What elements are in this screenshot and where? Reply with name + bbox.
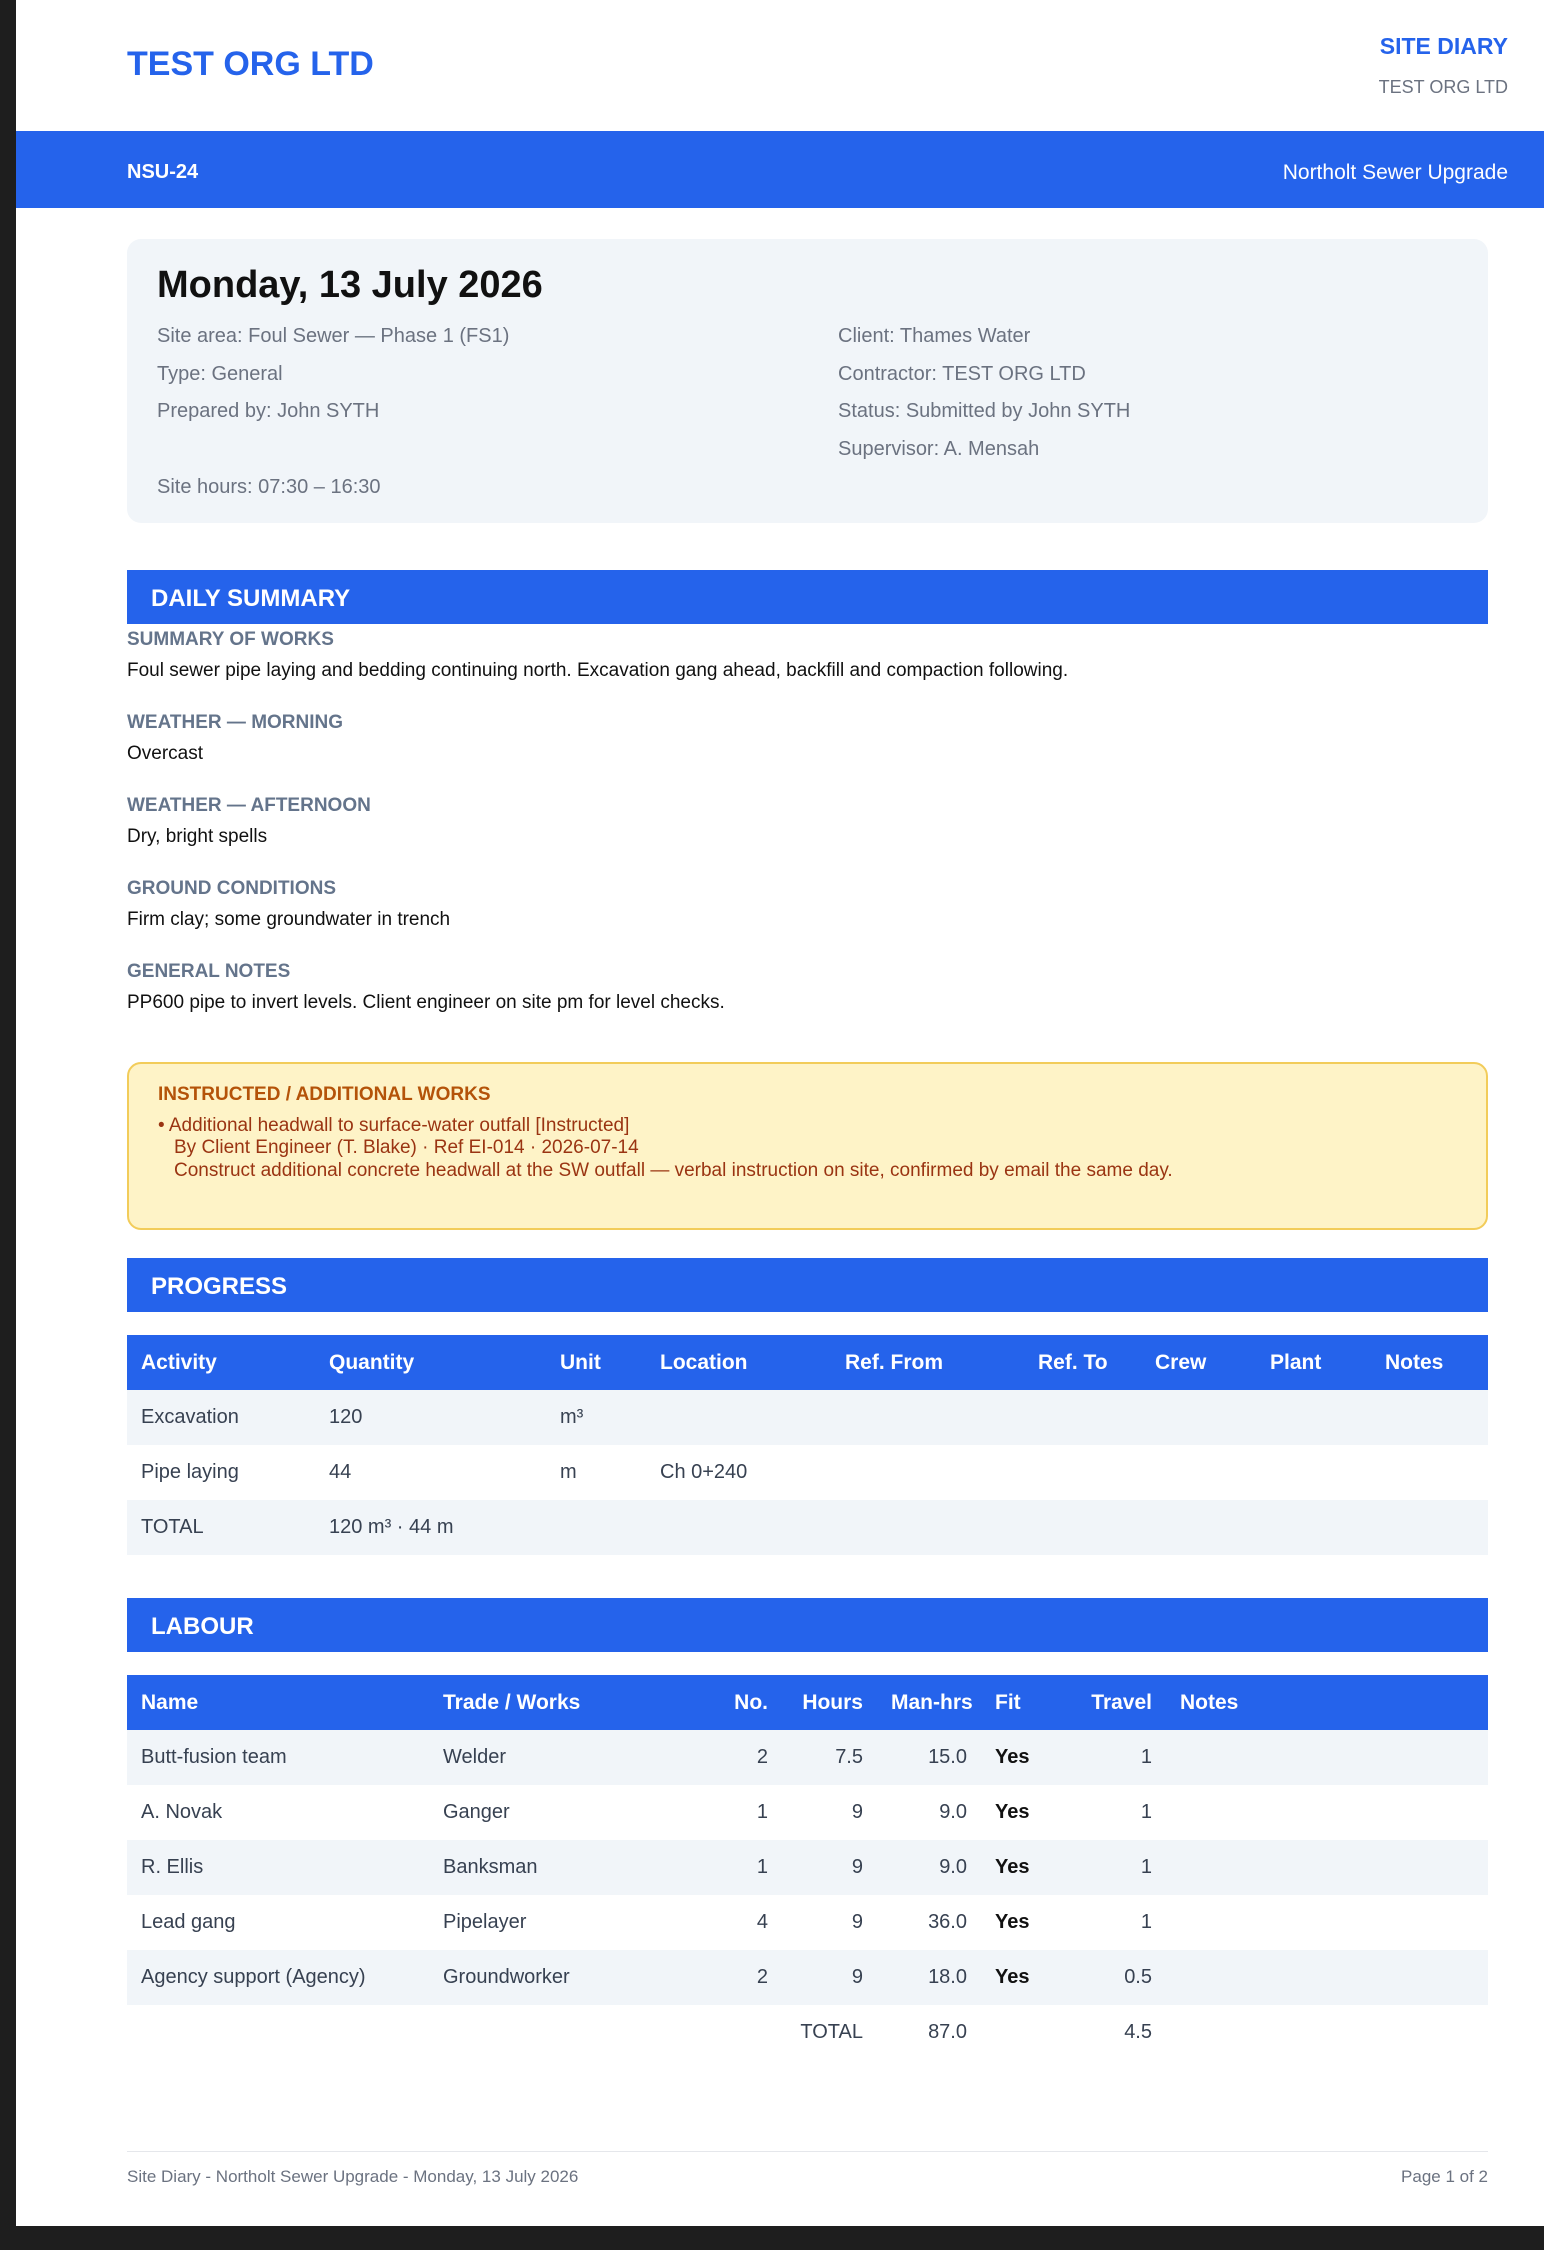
cell-notes — [1166, 1840, 1488, 1895]
cell-trade: Groundworker — [429, 1950, 697, 2005]
cell-quantity: 44 — [315, 1445, 546, 1500]
page-header — [16, 0, 1544, 131]
col-fit: Fit — [981, 1675, 1056, 1730]
cell-travel: 1 — [1056, 1840, 1166, 1895]
table-row — [127, 1895, 1488, 1950]
labour-header-row — [127, 1675, 1488, 1730]
col-number: No. — [697, 1675, 782, 1730]
cell-man-hrs: 36.0 — [877, 1895, 981, 1950]
contractor: Contractor: TEST ORG LTD — [838, 363, 1086, 385]
cell-notes — [1166, 1730, 1488, 1785]
table-row-total — [127, 2005, 1488, 2060]
cell-name: Lead gang — [127, 1895, 429, 1950]
instructed-works-title: INSTRUCTED / ADDITIONAL WORKS — [158, 1084, 491, 1105]
cell-fit: Yes — [981, 1950, 1056, 2005]
table-row — [127, 1950, 1488, 2005]
cell-ref-to — [998, 1500, 1135, 1555]
col-hours: Hours — [782, 1675, 877, 1730]
cell-location — [646, 1390, 817, 1445]
cell-travel: 1 — [1056, 1730, 1166, 1785]
cell-trade: Ganger — [429, 1785, 697, 1840]
cell-travel: 0.5 — [1056, 1950, 1166, 2005]
doc-org: TEST ORG LTD — [1378, 77, 1508, 97]
cell-quantity: 120 m³ · 44 m — [315, 1500, 546, 1555]
cell-ref-to — [998, 1390, 1135, 1445]
col-quantity: Quantity — [315, 1335, 546, 1390]
col-location: Location — [646, 1335, 817, 1390]
col-notes: Notes — [1365, 1335, 1488, 1390]
weather-afternoon-label: WEATHER — AFTERNOON — [127, 795, 371, 816]
project-band — [16, 131, 1544, 208]
labour-table — [127, 1675, 1488, 2060]
footer-divider — [127, 2151, 1488, 2152]
cell-activity: Pipe laying — [127, 1445, 315, 1500]
ground-conditions-value: Firm clay; some groundwater in trench — [127, 909, 451, 930]
labour-total-man-hrs: 87.0 — [877, 2005, 981, 2060]
page-number: Page 1 of 2 — [1401, 2167, 1488, 2186]
progress-header-row — [127, 1335, 1488, 1390]
diary-type: Type: General — [157, 363, 283, 385]
cell-plant — [1250, 1500, 1365, 1555]
col-travel: Travel — [1056, 1675, 1166, 1730]
cell-trade: Welder — [429, 1730, 697, 1785]
details-card — [127, 239, 1488, 523]
cell-unit: m³ — [546, 1390, 646, 1445]
cell-fit: Yes — [981, 1840, 1056, 1895]
col-plant: Plant — [1250, 1335, 1365, 1390]
cell-name: R. Ellis — [127, 1840, 429, 1895]
cell-crew — [1135, 1500, 1250, 1555]
diary-date: Monday, 13 July 2026 — [157, 264, 543, 306]
daily-summary-heading: DAILY SUMMARY — [127, 570, 1488, 624]
cell-man-hrs: 18.0 — [877, 1950, 981, 2005]
cell-fit: Yes — [981, 1730, 1056, 1785]
doc-title: SITE DIARY — [1379, 33, 1508, 59]
cell-unit — [546, 1500, 646, 1555]
col-notes: Notes — [1166, 1675, 1488, 1730]
site-hours: Site hours: 07:30 – 16:30 — [157, 476, 381, 498]
cell-notes — [1166, 1895, 1488, 1950]
diary-page — [16, 0, 1544, 2226]
cell-hours: 9 — [782, 1950, 877, 2005]
labour-total-label: TOTAL — [782, 2005, 877, 2060]
cell-name: Agency support (Agency) — [127, 1950, 429, 2005]
cell-location: Ch 0+240 — [646, 1445, 817, 1500]
col-unit: Unit — [546, 1335, 646, 1390]
instructed-by: By Client Engineer (T. Blake) · Ref EI-014 · 2026-07-14 — [174, 1137, 639, 1158]
weather-morning-label: WEATHER — MORNING — [127, 712, 344, 733]
supervisor: Supervisor: A. Mensah — [838, 438, 1040, 460]
cell-name: A. Novak — [127, 1785, 429, 1840]
col-activity: Activity — [127, 1335, 315, 1390]
cell-man-hrs: 9.0 — [877, 1785, 981, 1840]
instructed-item: • Additional headwall to surface-water outfall [Instructed] — [158, 1115, 630, 1136]
col-ref-from: Ref. From — [817, 1335, 998, 1390]
cell-name: Butt-fusion team — [127, 1730, 429, 1785]
cell-activity: Excavation — [127, 1390, 315, 1445]
cell-fit: Yes — [981, 1895, 1056, 1950]
cell-fit: Yes — [981, 1785, 1056, 1840]
summary-label: SUMMARY OF WORKS — [127, 629, 334, 650]
cell-trade: Pipelayer — [429, 1895, 697, 1950]
table-row-total — [127, 1500, 1488, 1555]
prepared-by: Prepared by: John SYTH — [157, 400, 380, 422]
instructed-works-box — [127, 1062, 1488, 1230]
ground-conditions-label: GROUND CONDITIONS — [127, 878, 336, 899]
cell-number: 4 — [697, 1895, 782, 1950]
table-row — [127, 1445, 1488, 1500]
progress-table — [127, 1335, 1488, 1555]
general-notes-label: GENERAL NOTES — [127, 961, 291, 982]
col-trade: Trade / Works — [429, 1675, 697, 1730]
cell-hours: 7.5 — [782, 1730, 877, 1785]
weather-afternoon-value: Dry, bright spells — [127, 826, 268, 847]
cell-notes — [1166, 1785, 1488, 1840]
cell-notes — [1365, 1445, 1488, 1500]
cell-number: 2 — [697, 1730, 782, 1785]
weather-morning-value: Overcast — [127, 743, 204, 764]
cell-hours: 9 — [782, 1895, 877, 1950]
general-notes-value: PP600 pipe to invert levels. Client engineer on site pm for level checks. — [127, 992, 725, 1013]
cell-crew — [1135, 1390, 1250, 1445]
col-ref-to: Ref. To — [998, 1335, 1135, 1390]
table-row — [127, 1840, 1488, 1895]
cell-activity: TOTAL — [127, 1500, 315, 1555]
cell-trade: Banksman — [429, 1840, 697, 1895]
cell-man-hrs: 15.0 — [877, 1730, 981, 1785]
table-row — [127, 1785, 1488, 1840]
progress-heading: PROGRESS — [127, 1258, 1488, 1312]
status: Status: Submitted by John SYTH — [838, 400, 1131, 422]
summary-value: Foul sewer pipe laying and bedding continuing north. Excavation gang ahead, backfill and compaction following. — [127, 660, 1069, 681]
cell-number: 1 — [697, 1840, 782, 1895]
cell-number: 2 — [697, 1950, 782, 2005]
cell-notes — [1365, 1390, 1488, 1445]
project-code: NSU-24 — [127, 161, 199, 183]
labour-total-travel: 4.5 — [1056, 2005, 1166, 2060]
cell-notes — [1365, 1500, 1488, 1555]
cell-hours: 9 — [782, 1785, 877, 1840]
col-man-hrs: Man-hrs — [877, 1675, 981, 1730]
col-name: Name — [127, 1675, 429, 1730]
cell-ref-from — [817, 1500, 998, 1555]
cell-notes — [1166, 1950, 1488, 2005]
cell-ref-from — [817, 1445, 998, 1500]
org-name: TEST ORG LTD — [127, 45, 374, 83]
cell-ref-from — [817, 1390, 998, 1445]
cell-travel: 1 — [1056, 1785, 1166, 1840]
labour-heading: LABOUR — [127, 1598, 1488, 1652]
cell-man-hrs: 9.0 — [877, 1840, 981, 1895]
project-name: Northolt Sewer Upgrade — [1282, 161, 1508, 184]
client: Client: Thames Water — [838, 325, 1031, 347]
cell-crew — [1135, 1445, 1250, 1500]
footer-title: Site Diary - Northolt Sewer Upgrade - Monday, 13 July 2026 — [127, 2167, 579, 2186]
cell-plant — [1250, 1445, 1365, 1500]
table-row — [127, 1390, 1488, 1445]
table-row — [127, 1730, 1488, 1785]
cell-quantity: 120 — [315, 1390, 546, 1445]
cell-unit: m — [546, 1445, 646, 1500]
col-crew: Crew — [1135, 1335, 1250, 1390]
cell-location — [646, 1500, 817, 1555]
cell-travel: 1 — [1056, 1895, 1166, 1950]
cell-hours: 9 — [782, 1840, 877, 1895]
cell-ref-to — [998, 1445, 1135, 1500]
site-area: Site area: Foul Sewer — Phase 1 (FS1) — [157, 325, 510, 347]
cell-plant — [1250, 1390, 1365, 1445]
cell-number: 1 — [697, 1785, 782, 1840]
instructed-description: Construct additional concrete headwall at the SW outfall — verbal instruction on site, confirmed by email the same day. — [174, 1160, 1173, 1181]
